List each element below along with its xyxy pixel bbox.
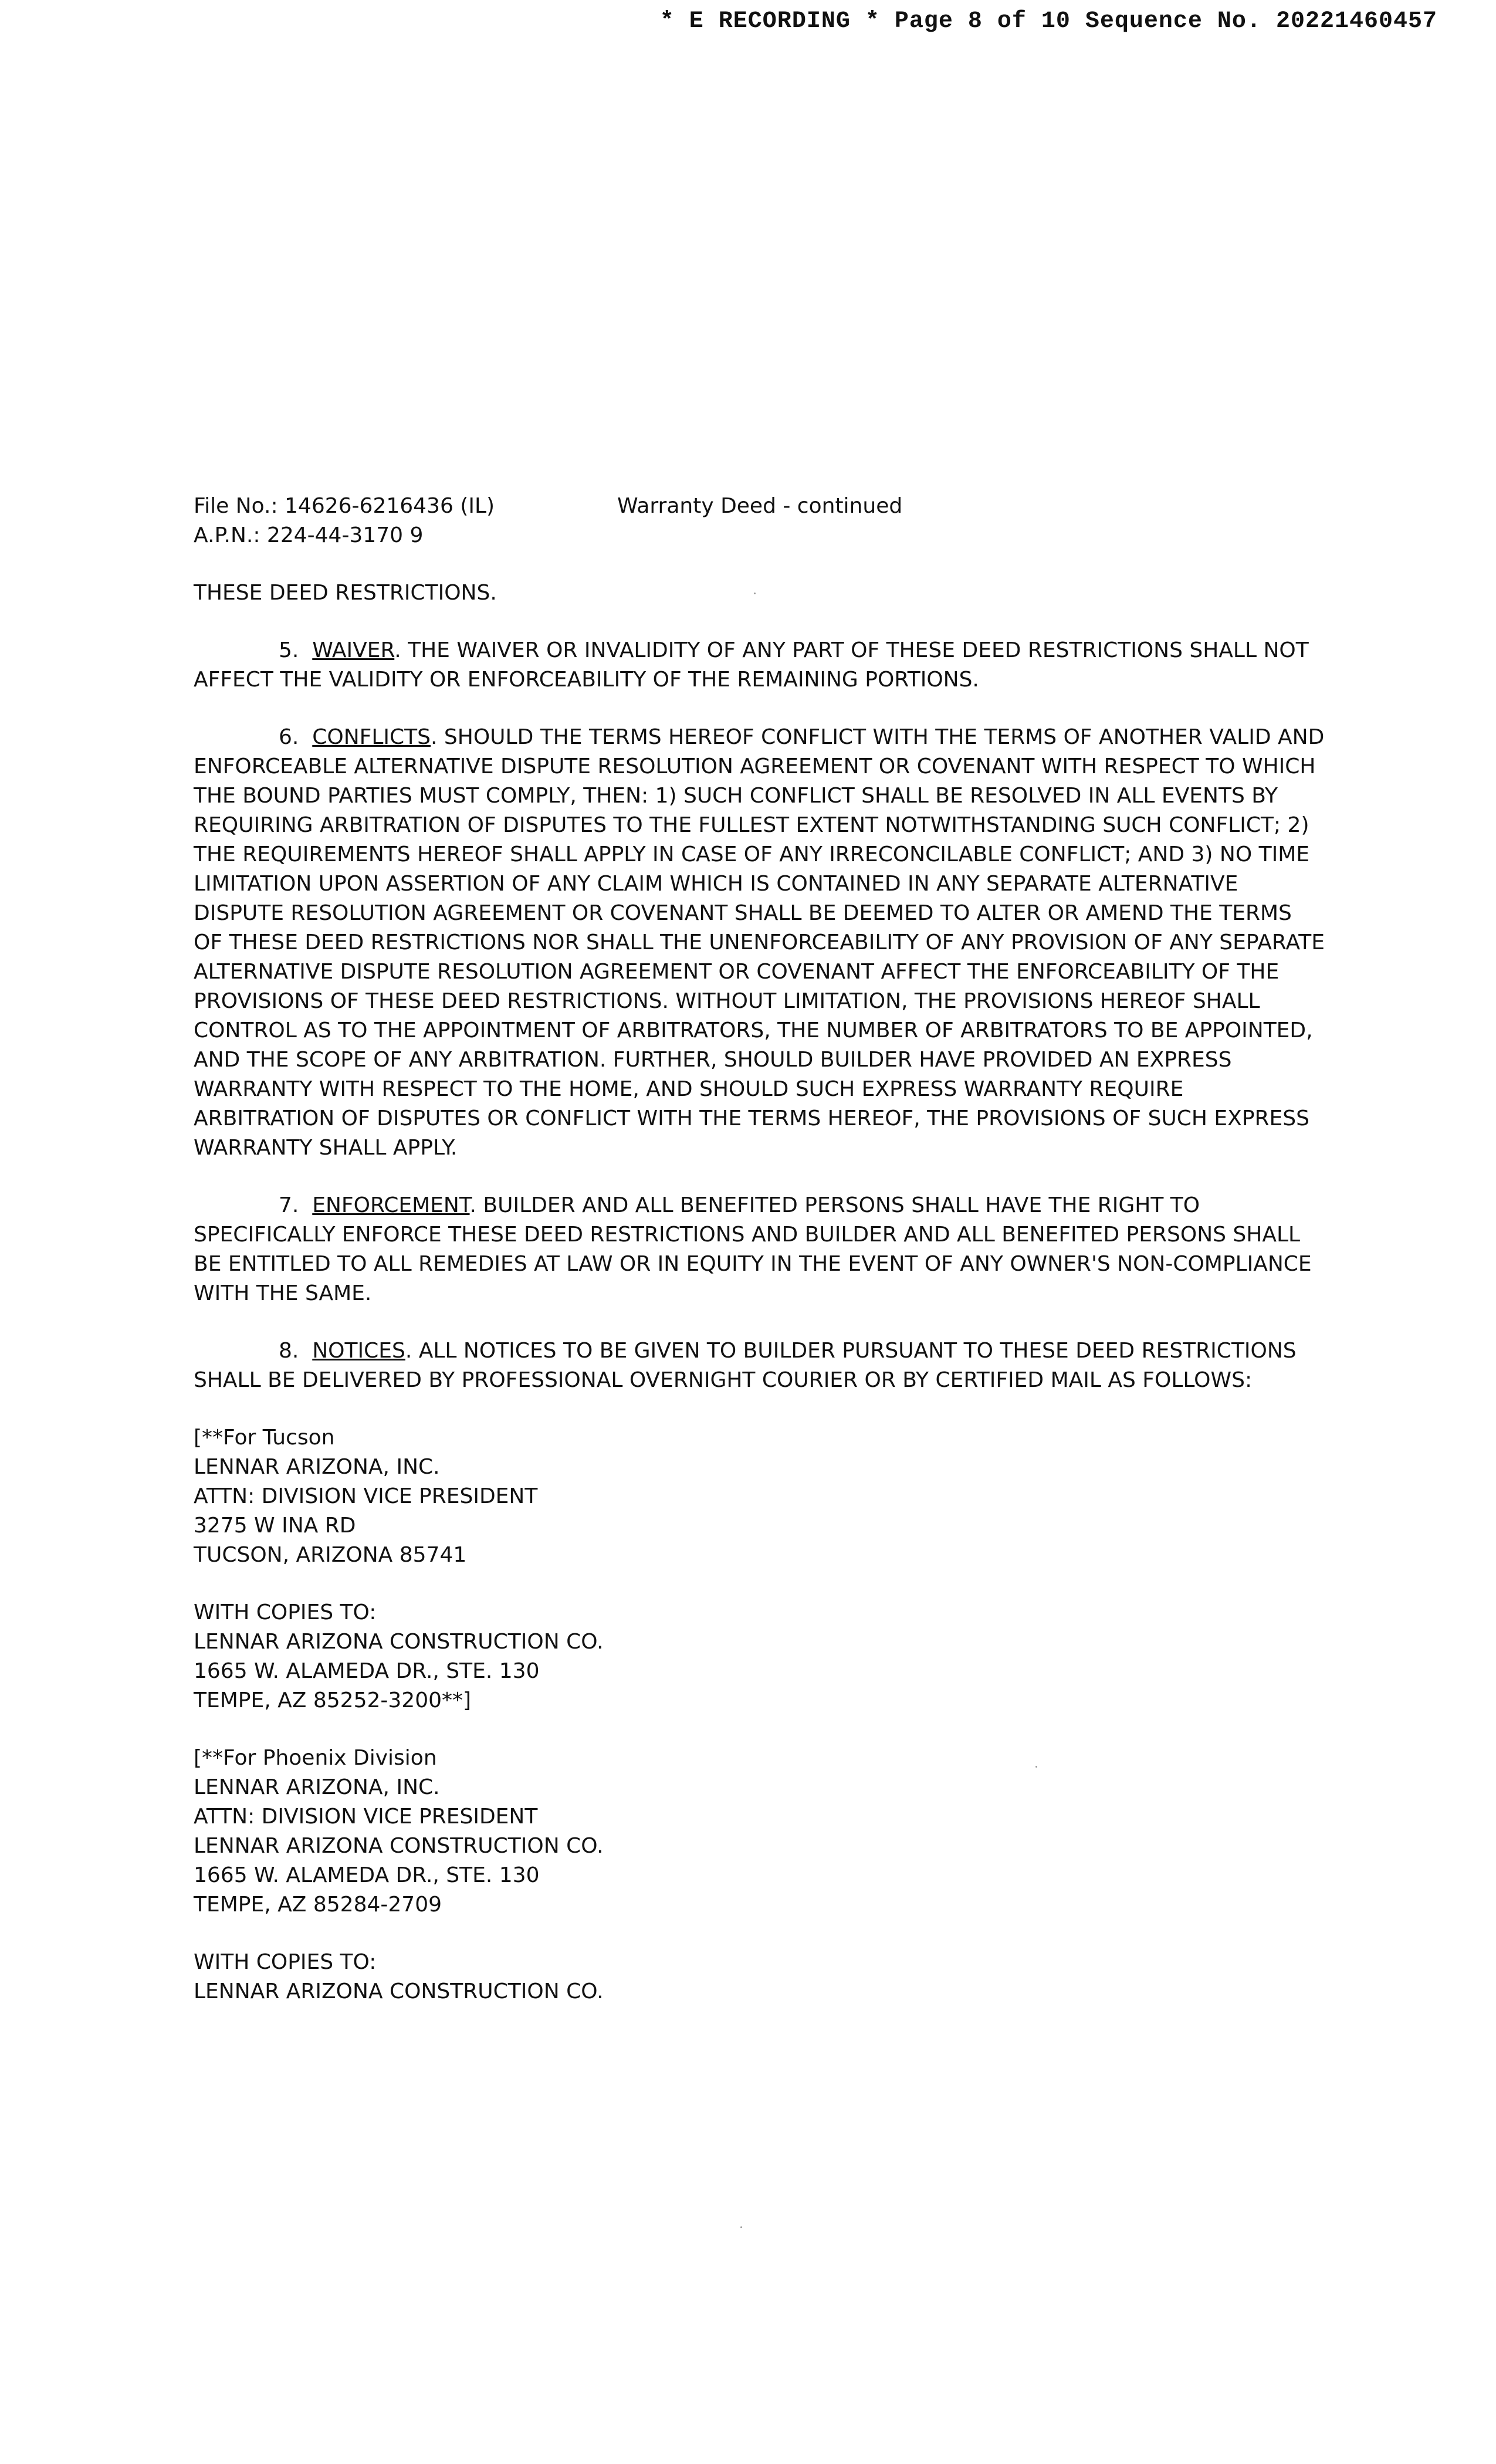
address-line: ATTN: DIVISION VICE PRESIDENT: [194, 1484, 538, 1508]
section-heading: ENFORCEMENT: [312, 1193, 470, 1217]
section-heading: WAIVER: [312, 638, 395, 662]
address-line: 1665 W. ALAMEDA DR., STE. 130: [194, 1659, 540, 1683]
address-phoenix-copies: [194, 1948, 1326, 2006]
section-text: . SHOULD THE TERMS HEREOF CONFLICT WITH THE TERMS OF ANOTHER VALID AND ENFORCEABLE ALTERNATIVE DISPUTE RESOLUTION AGREEMENT OR COVENANT WITH RESPECT TO WHICH THE BOUND PARTIES MUST COMPLY, THEN: 1) SUCH CONFLICT SHALL BE RESOLVED IN ALL EVENTS BY REQUIRING ARBITRATION OF DISPUTES TO THE FULLEST EXTENT NOTWITHSTANDING SUCH CONFLICT; 2) THE REQUIREMENTS HEREOF SHALL APPLY IN CASE OF ANY IRRECONCILABLE CONFLICT; AND 3) NO TIME LIMITATION UPON ASSERTION OF ANY CLAIM WHICH IS CONTAINED IN ANY SEPARATE ALTERNATIVE DISPUTE RESOLUTION AGREEMENT OR COVENANT SHALL BE DEEMED TO ALTER OR AMEND THE TERMS OF THESE DEED RESTRICTIONS NOR SHALL THE UNENFORCEABILITY OF ANY PROVISION OF ANY SEPARATE ALTERNATIVE DISPUTE RESOLUTION AGREEMENT OR COVENANT AFFECT THE ENFORCEABILITY OF THE PROVISIONS OF THESE DEED RESTRICTIONS. WITHOUT LIMITATION, THE PROVISIONS HEREOF SHALL CONTROL AS TO THE APPOINTMENT OF ARBITRATORS, THE NUMBER OF ARBITRATORS TO BE APPOINTED, AND THE SCOPE OF ANY ARBITRATION. FURTHER, SHOULD BUILDER HAVE PROVIDED AN EXPRESS WARRANTY WITH RESPECT TO THE HOME, AND SHOULD SUCH EXPRESS WARRANTY REQUIRE ARBITRATION OF DISPUTES OR CONFLICT WITH THE TERMS HEREOF, THE PROVISIONS OF SUCH EXPRESS WARRANTY SHALL APPLY.: [194, 725, 1325, 1160]
section-text: . THE WAIVER OR INVALIDITY OF ANY PART OF THESE DEED RESTRICTIONS SHALL NOT AFFECT THE VALIDITY OR ENFORCEABILITY OF THE REMAINING PORTIONS.: [194, 638, 1309, 692]
address-tucson: [194, 1423, 1326, 1570]
address-line: LENNAR ARIZONA CONSTRUCTION CO.: [194, 1630, 604, 1654]
section-conflicts: [194, 723, 1326, 1163]
address-line: TUCSON, ARIZONA 85741: [194, 1543, 467, 1567]
address-line: WITH COPIES TO:: [194, 1950, 377, 1974]
scan-speck: [1035, 1766, 1037, 1768]
address-line: LENNAR ARIZONA CONSTRUCTION CO.: [194, 1979, 604, 2003]
section-notices: [194, 1336, 1326, 1395]
section-number: 8.: [279, 1339, 299, 1363]
section-text: . BUILDER AND ALL BENEFITED PERSONS SHALL HAVE THE RIGHT TO SPECIFICALLY ENFORCE THESE DEED RESTRICTIONS AND BUILDER AND ALL BENEFITED PERSONS SHALL BE ENTITLED TO ALL REMEDIES AT LAW OR IN EQUITY IN THE EVENT OF ANY OWNER'S NON-COMPLIANCE WITH THE SAME.: [194, 1193, 1312, 1305]
section-number: 5.: [279, 638, 299, 662]
document-title: Warranty Deed - continued: [617, 494, 903, 518]
address-line: ATTN: DIVISION VICE PRESIDENT: [194, 1805, 538, 1829]
document-body: [194, 492, 1326, 2006]
address-tucson-copies: [194, 1598, 1326, 1715]
section-heading: NOTICES: [312, 1339, 405, 1363]
scan-speck: [754, 593, 756, 594]
address-line: 1665 W. ALAMEDA DR., STE. 130: [194, 1863, 540, 1887]
section-number: 6.: [279, 725, 299, 749]
address-line: [**For Phoenix Division: [194, 1746, 437, 1770]
address-line: TEMPE, AZ 85252-3200**]: [194, 1688, 472, 1712]
address-line: WITH COPIES TO:: [194, 1600, 377, 1624]
section-text: . ALL NOTICES TO BE GIVEN TO BUILDER PURSUANT TO THESE DEED RESTRICTIONS SHALL BE DELIVERED BY PROFESSIONAL OVERNIGHT COURIER OR BY CERTIFIED MAIL AS FOLLOWS:: [194, 1339, 1297, 1392]
address-line: [**For Tucson: [194, 1426, 335, 1450]
file-info-row: [194, 492, 1326, 521]
section-heading: CONFLICTS: [312, 725, 431, 749]
address-line: LENNAR ARIZONA, INC.: [194, 1455, 440, 1479]
apn-number: A.P.N.: 224-44-3170 9: [194, 523, 424, 547]
section-number: 7.: [279, 1193, 299, 1217]
section-waiver: [194, 636, 1326, 695]
section-enforcement: [194, 1191, 1326, 1308]
intro-text: THESE DEED RESTRICTIONS.: [194, 581, 497, 605]
file-number: File No.: 14626-6216436 (IL): [194, 494, 495, 518]
address-line: LENNAR ARIZONA CONSTRUCTION CO.: [194, 1834, 604, 1858]
address-line: 3275 W INA RD: [194, 1514, 356, 1538]
address-line: TEMPE, AZ 85284-2709: [194, 1893, 442, 1917]
address-line: LENNAR ARIZONA, INC.: [194, 1775, 440, 1799]
address-phoenix: [194, 1744, 1326, 1920]
recording-header: * E RECORDING * Page 8 of 10 Sequence No. 20221460457: [659, 8, 1437, 35]
scan-speck: [740, 2226, 742, 2228]
